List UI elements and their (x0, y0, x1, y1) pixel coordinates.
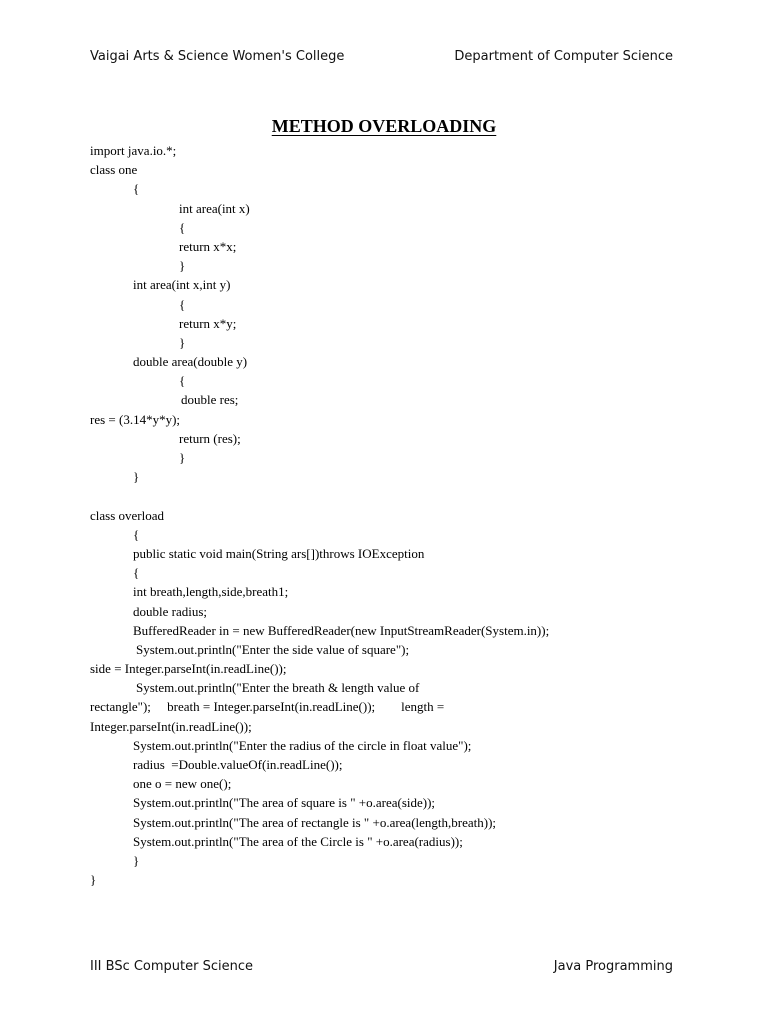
code-listing (90, 141, 690, 889)
code-line: return (res); (179, 430, 241, 446)
code-line: public static void main(String ars[])throws IOException (133, 545, 425, 561)
code-line: import java.io.*; (90, 143, 177, 158)
code-line: return x*x; (179, 238, 237, 254)
code-line: { (179, 373, 186, 389)
code-line: BufferedReader in = new BufferedReader(new InputStreamReader(System.in)); (133, 622, 550, 638)
code-line: res = (3.14*y*y); (90, 411, 181, 427)
code-line: int area(int x) (179, 200, 250, 216)
code-line: { (179, 296, 186, 312)
code-line: class one (90, 162, 138, 178)
code-line: } (133, 852, 140, 868)
code-line: rectangle"); breath = Integer.parseInt(in.readLine()); length = (90, 699, 445, 715)
code-line (90, 486, 690, 505)
code-line: System.out.println("Enter the breath & length value of (136, 680, 420, 696)
code-line: { (133, 526, 140, 542)
code-line: int breath,length,side,breath1; (133, 584, 289, 600)
code-line: int area(int x,int y) (133, 277, 231, 293)
code-line: Integer.parseInt(in.readLine()); (90, 718, 252, 734)
page-header (90, 49, 673, 64)
code-line: radius =Double.valueOf(in.readLine()); (133, 757, 343, 772)
code-line: double res; (181, 392, 239, 408)
college-name: Vaigai Arts & Science Women's College (90, 49, 345, 64)
code-line: System.out.println("The area of square is " +o.area(side)); (133, 795, 436, 811)
subject-name: Java Programming (553, 959, 673, 974)
code-line: } (133, 469, 140, 485)
code-line: System.out.println("Enter the side value of square"); (136, 641, 410, 657)
code-line: { (179, 219, 186, 235)
code-line: System.out.println("The area of the Circle is " +o.area(radius)); (133, 833, 463, 849)
page-footer (90, 959, 673, 974)
code-line: one o = new one(); (133, 776, 232, 792)
code-line: System.out.println("Enter the radius of the circle in float value"); (133, 737, 472, 753)
code-line: class overload (90, 507, 165, 523)
code-line: } (179, 334, 186, 350)
code-line: { (133, 181, 140, 197)
code-line: double radius; (133, 603, 208, 619)
code-line: } (179, 450, 186, 465)
code-line: { (133, 565, 140, 581)
department-name: Department of Computer Science (454, 49, 673, 64)
course-name: III BSc Computer Science (90, 959, 254, 974)
document-title: METHOD OVERLOADING (271, 116, 497, 136)
code-line: double area(double y) (133, 354, 248, 370)
code-line: System.out.println("The area of rectangle is " +o.area(length,breath)); (133, 814, 497, 830)
code-line: side = Integer.parseInt(in.readLine()); (90, 661, 287, 677)
code-line: } (90, 872, 97, 888)
code-line: return x*y; (179, 315, 237, 331)
code-line: } (179, 258, 186, 274)
